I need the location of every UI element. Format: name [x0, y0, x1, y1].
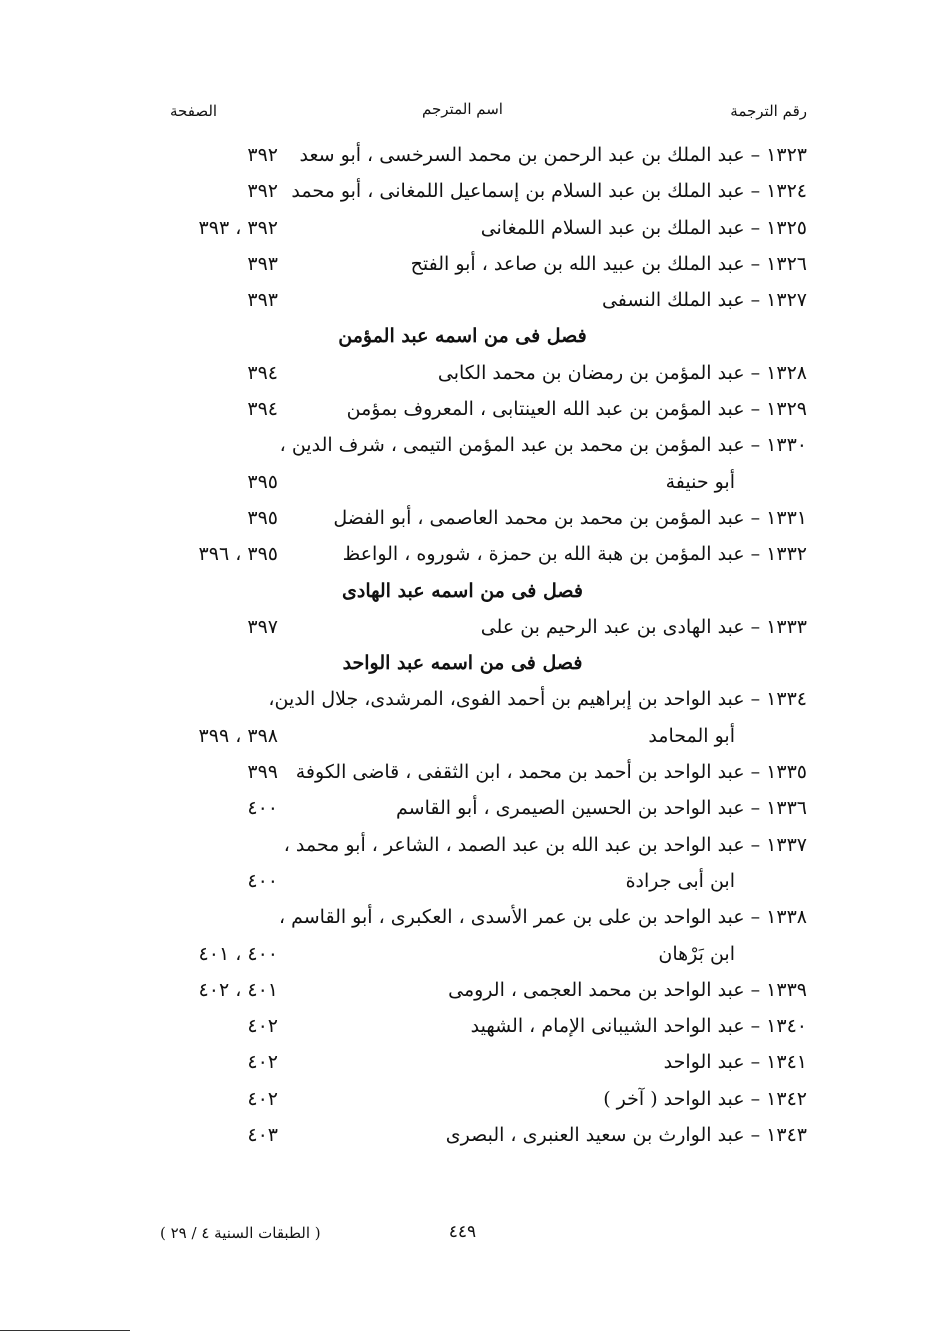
- entry-number: ١٣٣٧: [766, 833, 807, 856]
- entry-text: [602, 286, 807, 314]
- entry-number: ١٣٤٠: [766, 1015, 807, 1038]
- entry-pages: ٣٩٨ ، ٣٩٩: [198, 724, 278, 747]
- entry-number: ١٣٣٣: [766, 615, 807, 638]
- entry-pages: ٤٠١ ، ٤٠٢: [198, 978, 278, 1001]
- entry-pages: ٣٩٤: [247, 398, 278, 421]
- entry-dash: –: [744, 906, 761, 929]
- scan-edge-line: [0, 1330, 130, 1331]
- entry-text: [666, 468, 735, 496]
- entry-continuation-row: [0, 936, 925, 972]
- entry-continuation-row: [0, 718, 925, 754]
- entry-dash: –: [744, 833, 761, 856]
- entry-dash: –: [744, 398, 761, 421]
- entry-text: [284, 831, 807, 859]
- entry-row: [0, 1008, 925, 1044]
- entry-dash: –: [744, 543, 761, 566]
- entry-dash: –: [744, 361, 761, 384]
- entry-name: عبد الهادى بن عبد الرحيم بن على: [480, 615, 745, 638]
- entry-number: ١٣٣٠: [766, 434, 807, 457]
- index-list: [0, 137, 925, 1153]
- entry-pages: ٣٩٢ ، ٣٩٣: [198, 216, 278, 239]
- entry-name: عبد الملك بن عبد السلام اللمغانى: [480, 216, 745, 239]
- entry-row: [0, 210, 925, 246]
- entry-text: [291, 177, 807, 205]
- entry-name: أبو المحامد: [648, 724, 735, 747]
- entry-row: [0, 500, 925, 536]
- entry-name: عبد الواحد بن على بن عمر الأسدى ، العكبرى ، أبو القاسم ،: [278, 906, 745, 929]
- entry-dash: –: [744, 252, 761, 275]
- header-entry-number-label: رقم الترجمة: [730, 102, 807, 120]
- entry-dash: –: [744, 1051, 761, 1074]
- entry-text: [280, 431, 807, 459]
- entry-pages: ٣٩٢: [247, 180, 278, 203]
- entry-pages: ٣٩٤: [247, 361, 278, 384]
- entry-name: عبد الملك بن عبيد الله بن صاعد ، أبو الفتح: [410, 252, 745, 275]
- entry-pages: ٤٠٠: [247, 869, 278, 892]
- entry-row: [0, 246, 925, 282]
- entry-row: [0, 1044, 925, 1080]
- entry-text: [658, 940, 735, 968]
- entry-name: عبد المؤمن بن محمد بن عبد المؤمن التيمى ، شرف الدين ،: [279, 434, 745, 457]
- entry-number: ١٣٢٩: [766, 398, 807, 421]
- entry-number: ١٣٤١: [766, 1051, 807, 1074]
- entry-name: عبد الواحد: [663, 1051, 745, 1074]
- section-heading-row: [0, 318, 925, 354]
- entry-pages: ٣٩٩: [247, 761, 278, 784]
- entry-name: عبد المؤمن بن هبة الله بن حمزة ، شوروه ، الواعظ: [342, 543, 745, 566]
- entry-dash: –: [744, 1015, 761, 1038]
- entry-row: [0, 1081, 925, 1117]
- entry-number: ١٣٣٥: [766, 761, 807, 784]
- entry-row: [0, 173, 925, 209]
- section-heading: فصل فى من اسمه عبد الواحد: [342, 652, 583, 675]
- entry-pages: ٣٩٣: [247, 289, 278, 312]
- entry-number: ١٣٢٧: [766, 289, 807, 312]
- entry-continuation-row: [0, 863, 925, 899]
- entry-row: [0, 899, 925, 935]
- entry-number: ١٣٣٩: [766, 978, 807, 1001]
- entry-name: ابن بَرْهان: [658, 942, 735, 965]
- entry-number: ١٣٣٦: [766, 797, 807, 820]
- entry-text: [333, 504, 807, 532]
- entry-dash: –: [744, 289, 761, 312]
- entry-name: عبد الواحد بن عبد الله بن عبد الصمد ، الشاعر ، أبو محمد ،: [283, 833, 745, 856]
- entry-row: [0, 972, 925, 1008]
- entry-row: [0, 754, 925, 790]
- entry-pages: ٣٩٢: [247, 144, 278, 166]
- entry-text: [347, 395, 807, 423]
- entry-name: عبد الوارث بن سعيد العنبرى ، البصرى: [445, 1124, 745, 1147]
- entry-text: [411, 250, 807, 278]
- entry-text: [603, 1085, 807, 1113]
- entry-name: ابن أبى جرادة: [625, 869, 735, 892]
- entry-text: [343, 540, 807, 568]
- entry-row: [0, 790, 925, 826]
- entry-row: [0, 609, 925, 645]
- entry-dash: –: [744, 144, 761, 166]
- entry-text: [626, 867, 735, 895]
- entry-row: [0, 427, 925, 463]
- entry-dash: –: [744, 978, 761, 1001]
- entry-text: [664, 1048, 807, 1076]
- entry-dash: –: [744, 506, 761, 529]
- header-page-label: الصفحة: [170, 102, 218, 120]
- entry-text: [648, 722, 735, 750]
- entry-dash: –: [744, 615, 761, 638]
- entry-number: ١٣٢٨: [766, 361, 807, 384]
- entry-pages: ٣٩٥ ، ٣٩٦: [198, 543, 278, 566]
- entry-pages: ٤٠٠: [247, 797, 278, 820]
- section-heading: فصل فى من اسمه عبد الهادى: [342, 579, 583, 602]
- entry-row: [0, 1117, 925, 1153]
- entry-pages: ٤٠٠ ، ٤٠١: [198, 942, 278, 965]
- entry-row: [0, 282, 925, 318]
- entry-continuation-row: [0, 464, 925, 500]
- entry-name: عبد الواحد بن محمد العجمى ، الرومى: [448, 978, 745, 1001]
- entry-name: عبد الواحد بن أحمد بن محمد ، ابن الثقفى ، قاضى الكوفة: [295, 761, 745, 784]
- entry-dash: –: [744, 180, 761, 203]
- entry-pages: ٤٠٢: [247, 1087, 278, 1110]
- section-heading: فصل فى من اسمه عبد المؤمن: [338, 325, 587, 348]
- entry-text: [279, 903, 807, 931]
- entry-name: عبد الواحد الشيبانى الإمام ، الشهيد: [470, 1015, 745, 1038]
- entry-dash: –: [744, 434, 761, 457]
- entry-number: ١٣٣٤: [766, 688, 807, 711]
- entry-pages: ٤٠٢: [247, 1015, 278, 1038]
- entry-number: ١٣٣٨: [766, 906, 807, 929]
- entry-row: [0, 355, 925, 391]
- header-name-label: اسم المترجم: [422, 100, 503, 118]
- entry-text: [300, 141, 807, 169]
- entry-name: عبد المؤمن بن محمد بن محمد العاصمى ، أبو الفضل: [333, 506, 745, 529]
- entry-name: عبد الملك بن عبد الرحمن بن محمد السرخسى ، أبو سعد: [299, 144, 745, 166]
- entry-number: ١٣٢٤: [766, 180, 807, 203]
- entry-row: [0, 536, 925, 572]
- entry-name: عبد الواحد ( آخر ): [603, 1087, 745, 1110]
- entry-name: عبد الواحد بن الحسين الصيمرى ، أبو القاسم: [396, 797, 745, 820]
- entry-pages: ٣٩٣: [247, 252, 278, 275]
- entry-number: ١٣٢٦: [766, 252, 807, 275]
- entry-text: [471, 1012, 807, 1040]
- entry-name: عبد الملك بن عبد السلام بن إسماعيل اللمغانى ، أبو محمد: [291, 180, 745, 203]
- section-heading-row: [0, 573, 925, 609]
- entry-pages: ٤٠٢: [247, 1051, 278, 1074]
- entry-text: [446, 1121, 807, 1149]
- entry-pages: ٣٩٧: [247, 615, 278, 638]
- entry-number: ١٣٢٥: [766, 216, 807, 239]
- entry-pages: ٤٠٣: [247, 1124, 278, 1147]
- entry-dash: –: [744, 1124, 761, 1147]
- entry-dash: –: [744, 688, 761, 711]
- entry-number: ١٣٣١: [766, 506, 807, 529]
- section-heading-row: [0, 645, 925, 681]
- entry-text: [481, 214, 807, 242]
- entry-text: [396, 794, 807, 822]
- entry-number: ١٣٤٢: [766, 1087, 807, 1110]
- entry-pages: ٣٩٥: [247, 506, 278, 529]
- entry-dash: –: [744, 761, 761, 784]
- entry-dash: –: [744, 216, 761, 239]
- entry-name: عبد الواحد بن إبراهيم بن أحمد الفوى، المرشدى، جلال الدين،: [268, 688, 745, 711]
- entry-dash: –: [744, 1087, 761, 1110]
- entry-name: عبد المؤمن بن رمضان بن محمد الكابى: [437, 361, 745, 384]
- entry-row: [0, 827, 925, 863]
- entry-dash: –: [744, 797, 761, 820]
- entry-number: ١٣٤٣: [766, 1124, 807, 1147]
- entry-text: [296, 758, 807, 786]
- entry-text: [448, 976, 807, 1004]
- volume-signature: ( الطبقات السنية ٤ / ٢٩ ): [160, 1224, 321, 1242]
- entry-name: أبو حنيفة: [665, 470, 735, 493]
- entry-text: [438, 359, 807, 387]
- entry-pages: ٣٩٥: [247, 470, 278, 493]
- page-number: ٤٤٩: [448, 1222, 477, 1242]
- entry-name: عبد المؤمن بن عبد الله العينتابى ، المعروف بمؤمن: [346, 398, 745, 421]
- entry-row: [0, 681, 925, 717]
- entry-row: [0, 137, 925, 173]
- entry-number: ١٣٢٣: [766, 144, 807, 166]
- entry-text: [268, 685, 807, 713]
- entry-name: عبد الملك النسفى: [601, 289, 745, 312]
- entry-text: [481, 613, 807, 641]
- entry-row: [0, 391, 925, 427]
- entry-number: ١٣٣٢: [766, 543, 807, 566]
